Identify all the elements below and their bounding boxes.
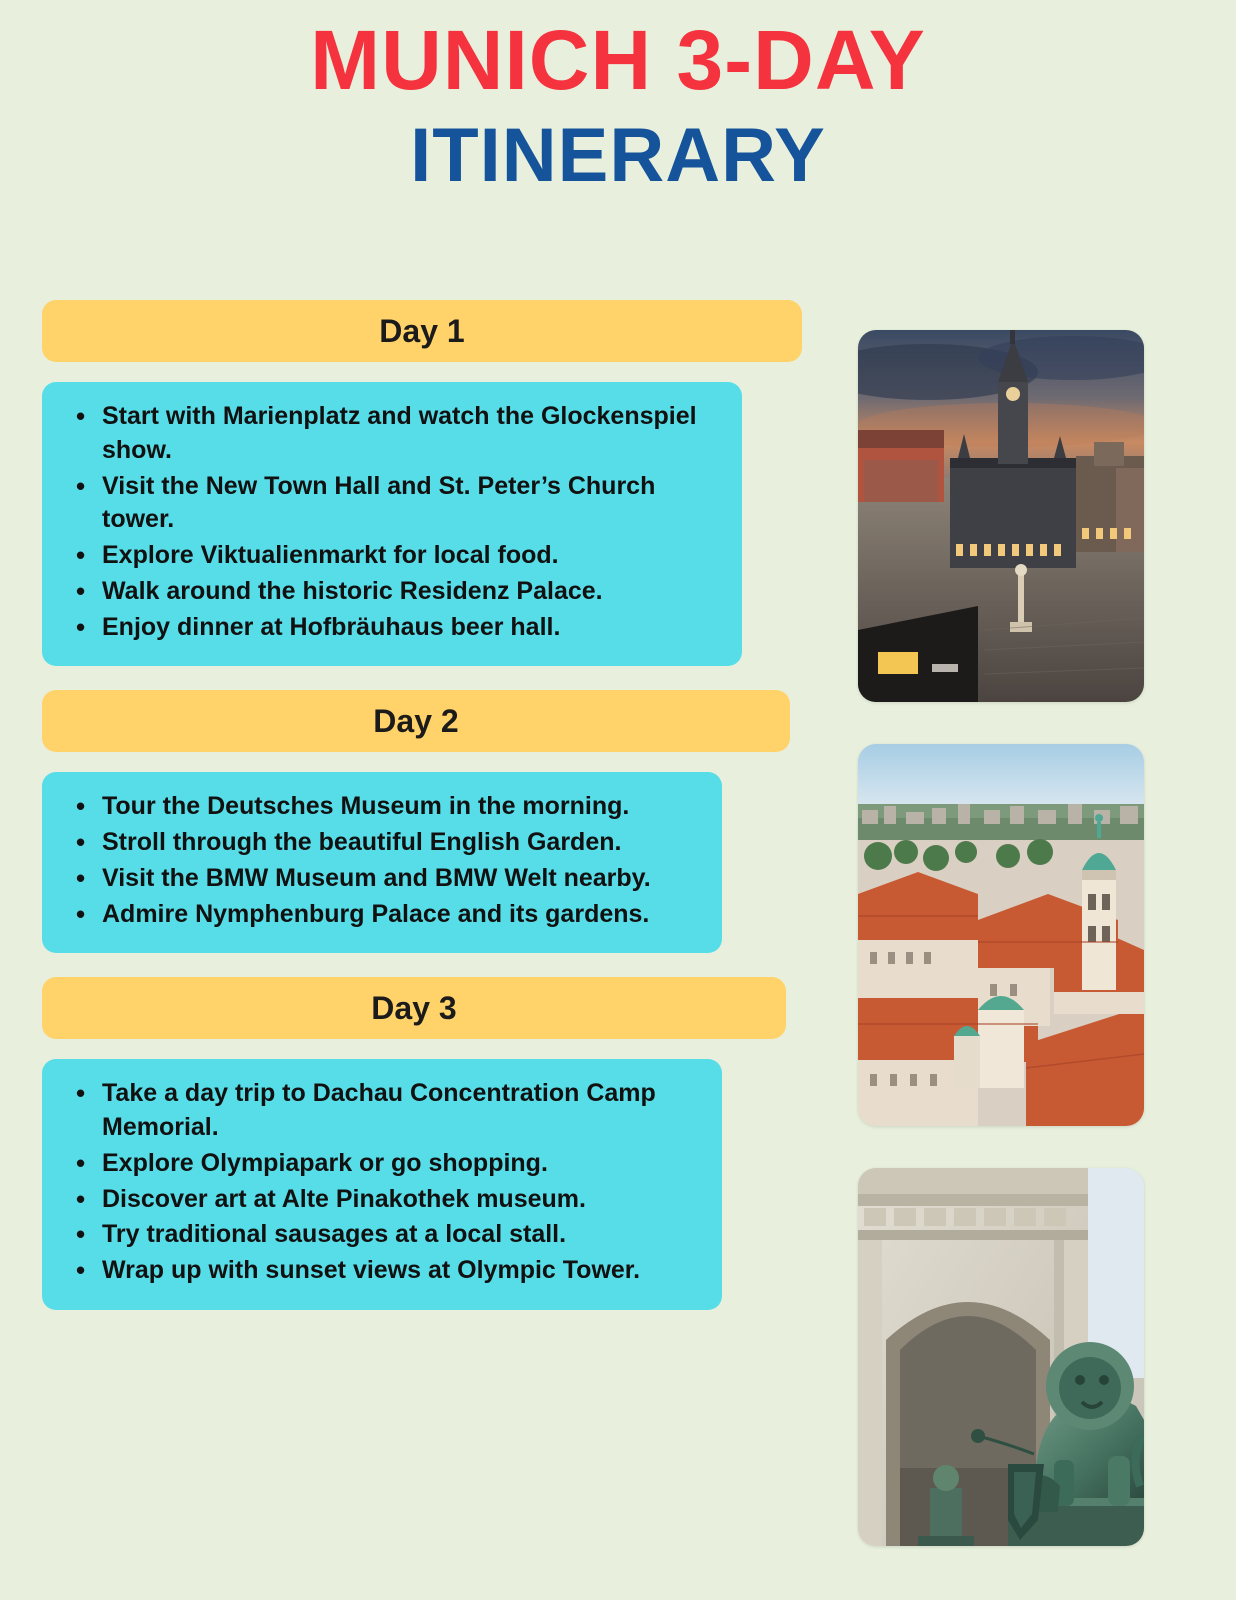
list-item: • Take a day trip to Dachau Concentration Camp Memorial. <box>102 1077 696 1145</box>
list-item: • Explore Olympiapark or go shopping. <box>102 1147 696 1181</box>
list-item: • Visit the BMW Museum and BMW Welt nearby. <box>102 862 696 896</box>
itinerary-column <box>42 300 812 1334</box>
list-item: • Explore Viktualienmarkt for local food. <box>102 539 716 573</box>
day-1-list <box>68 400 716 644</box>
list-item: • Admire Nymphenburg Palace and its gardens. <box>102 898 696 932</box>
list-item: • Stroll through the beautiful English Garden. <box>102 826 696 860</box>
munich-rooftops-aerial-photo <box>858 744 1144 1126</box>
list-item: • Wrap up with sunset views at Olympic Tower. <box>102 1254 696 1288</box>
list-item: • Start with Marienplatz and watch the Glockenspiel show. <box>102 400 716 468</box>
list-item: • Try traditional sausages at a local stall. <box>102 1218 696 1252</box>
day-block-2 <box>42 690 812 953</box>
day-1-card <box>42 382 742 666</box>
day-3-card <box>42 1059 722 1310</box>
day-3-header <box>42 977 786 1039</box>
day-3-list <box>68 1077 696 1288</box>
page-title <box>0 0 1236 198</box>
day-3-header-label: Day 3 <box>371 989 457 1026</box>
list-item: • Discover art at Alte Pinakothek museum. <box>102 1183 696 1217</box>
list-item: • Visit the New Town Hall and St. Peter’s Church tower. <box>102 470 716 538</box>
day-2-card <box>42 772 722 953</box>
list-item: • Tour the Deutsches Museum in the morning. <box>102 790 696 824</box>
day-2-header-label: Day 2 <box>373 702 459 739</box>
day-2-list <box>68 790 696 931</box>
list-item: • Walk around the historic Residenz Palace. <box>102 575 716 609</box>
day-1-header-label: Day 1 <box>379 312 465 349</box>
title-line-1: MUNICH 3-DAY <box>310 13 926 107</box>
title-line-2: ITINERARY <box>410 113 826 198</box>
day-1-header <box>42 300 802 362</box>
itinerary-content <box>0 300 1236 1600</box>
day-block-1 <box>42 300 812 666</box>
day-2-header <box>42 690 790 752</box>
photo-column <box>858 330 1144 1546</box>
list-item: • Enjoy dinner at Hofbräuhaus beer hall. <box>102 611 716 645</box>
marienplatz-new-town-hall-dusk-photo <box>858 330 1144 702</box>
feldherrnhalle-bronze-lion-photo <box>858 1168 1144 1546</box>
day-block-3 <box>42 977 812 1310</box>
